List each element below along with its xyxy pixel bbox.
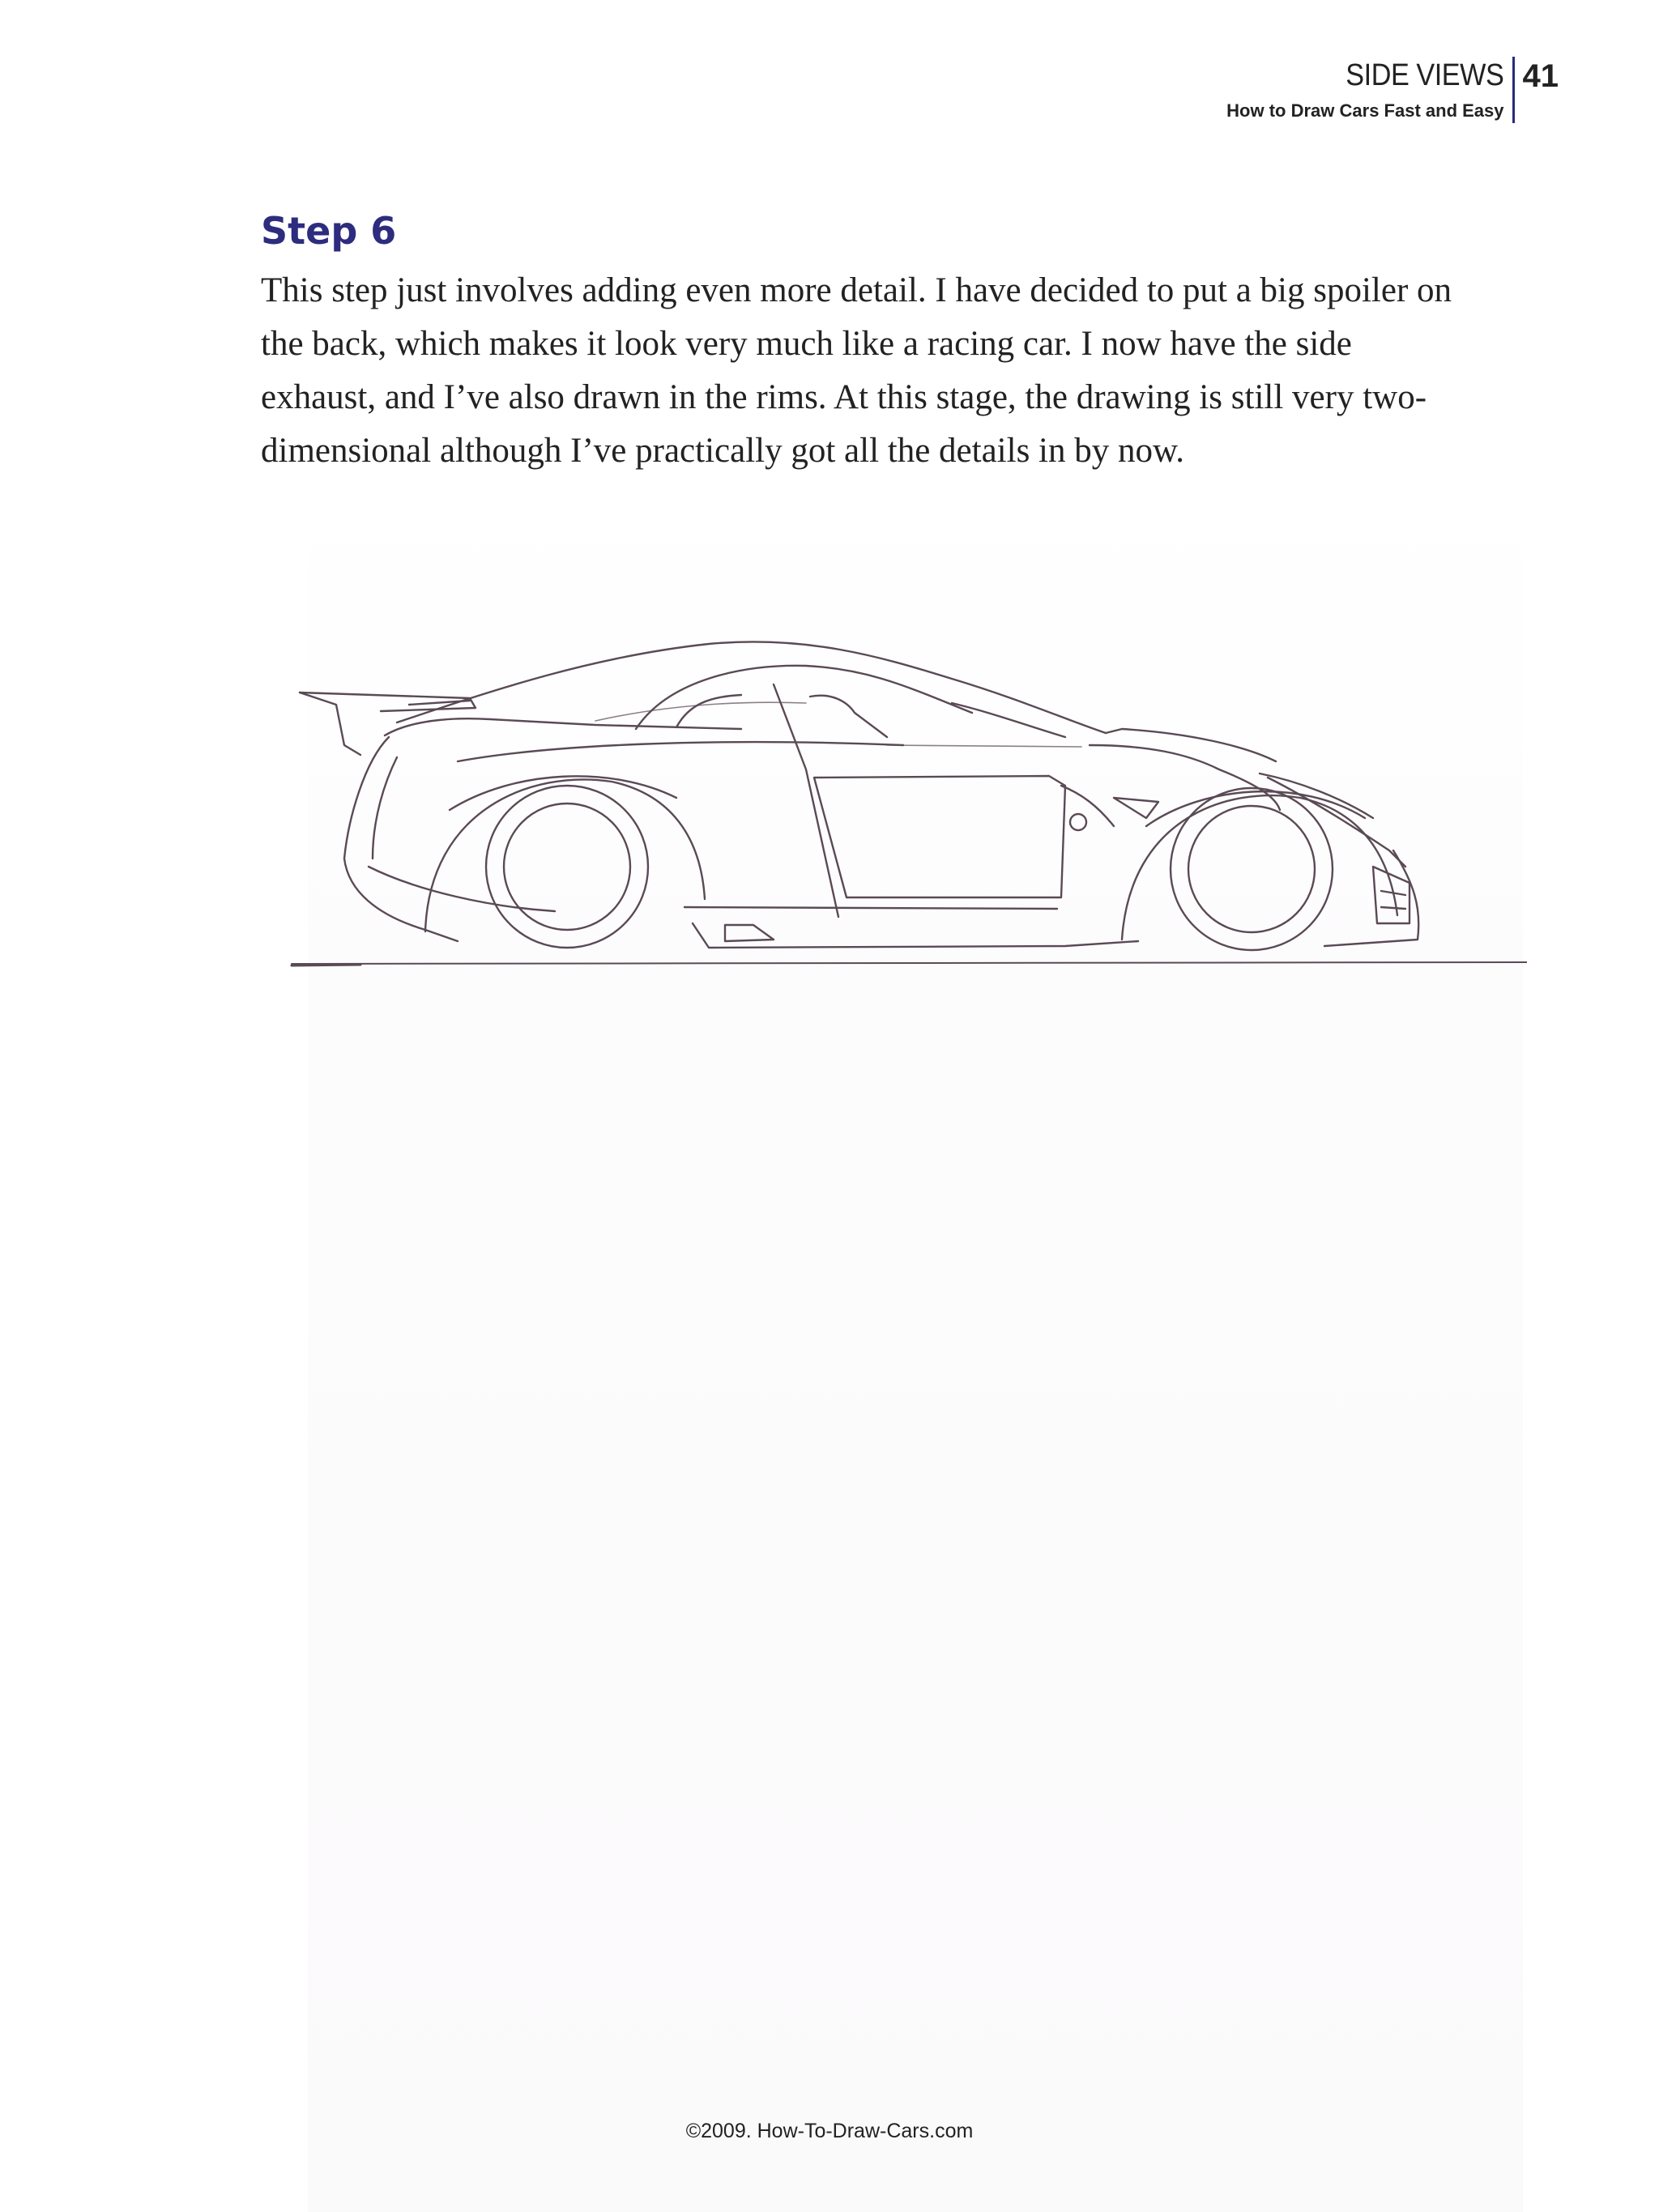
step-heading: Step 6 xyxy=(261,209,397,253)
section-title: SIDE VIEWS xyxy=(1346,58,1504,92)
page-header xyxy=(1226,53,1559,120)
header-titles xyxy=(1226,53,1512,120)
car-sketch-icon xyxy=(288,624,1527,980)
page-number: 41 xyxy=(1522,58,1559,94)
book-title: How to Draw Cars Fast and Easy xyxy=(1226,100,1504,121)
copyright-footer: ©2009. How-To-Draw-Cars.com xyxy=(685,2120,974,2142)
step-description: This step just involves adding even more detail. I have decided to put a big spoiler on the back, which makes it look very much like a racing car. I now have the side exhaust, and I’ve also drawn in the rims. At this stage, the drawing is still very two-dimensional although I’ve practically got all the details in by now. xyxy=(261,271,1452,470)
